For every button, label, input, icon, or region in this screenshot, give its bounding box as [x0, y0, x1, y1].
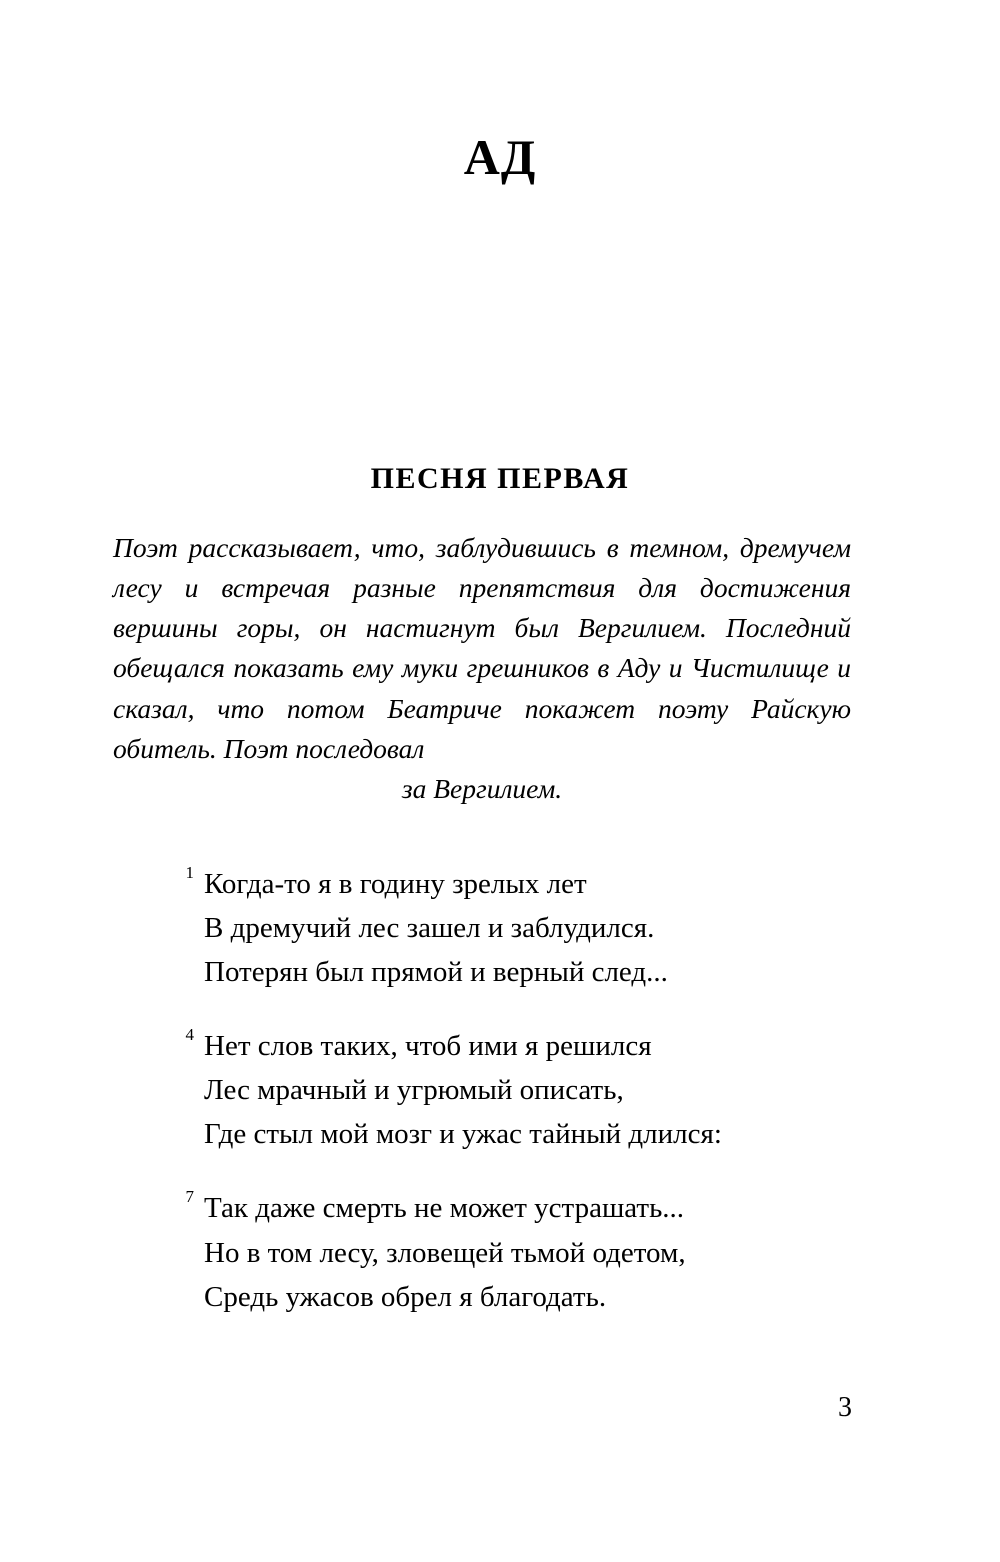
line-number: 7: [185, 1187, 194, 1207]
tercet: [168, 1186, 868, 1318]
verse-line: Но в том лесу, зловещей тьмой одетом,: [204, 1236, 686, 1269]
argument-body: Поэт рассказывает, что, заблудившись в темном, дремучем лесу и встречая разные препятствия для достижения вершины горы, он настигнут был Вергилием. Последний обещался показать ему муки грешников в Аду и Чистилище и сказал, что потом Беатриче покажет поэту Райскую обитель. Поэт последовал: [113, 532, 851, 764]
verse-line: Потерян был прямой и верный след...: [204, 956, 668, 989]
tercet: [168, 862, 868, 994]
verse-line: В дремучий лес зашел и заблудился.: [204, 912, 655, 945]
line-number: 1: [185, 863, 194, 882]
tercet-lines: [204, 862, 868, 994]
verse-line: Нет слов таких, чтоб ими я решился: [204, 1030, 652, 1063]
verse-line: Когда-то я в годину зрелых лет: [204, 868, 587, 900]
canto-title: ПЕСНЯ ПЕРВАЯ: [370, 462, 630, 495]
tercet: [168, 1024, 868, 1156]
tercet-lines: [204, 1024, 868, 1156]
page-number: 3: [838, 1392, 852, 1423]
tercet-lines: [204, 1186, 868, 1318]
argument-last-line: за Вергилием.: [401, 772, 563, 804]
canto-argument: [113, 528, 851, 809]
part-title: АД: [463, 129, 537, 185]
verse-line: Лес мрачный и угрюмый описать,: [204, 1074, 624, 1107]
verse-line: Где стыл мой мозг и ужас тайный длился:: [204, 1118, 722, 1151]
verse-line: Средь ужасов обрел я благодать.: [204, 1280, 607, 1313]
verse-block: [168, 862, 868, 1349]
verse-line: Так даже смерть не может устрашать...: [204, 1192, 685, 1225]
line-number: 4: [185, 1025, 194, 1045]
